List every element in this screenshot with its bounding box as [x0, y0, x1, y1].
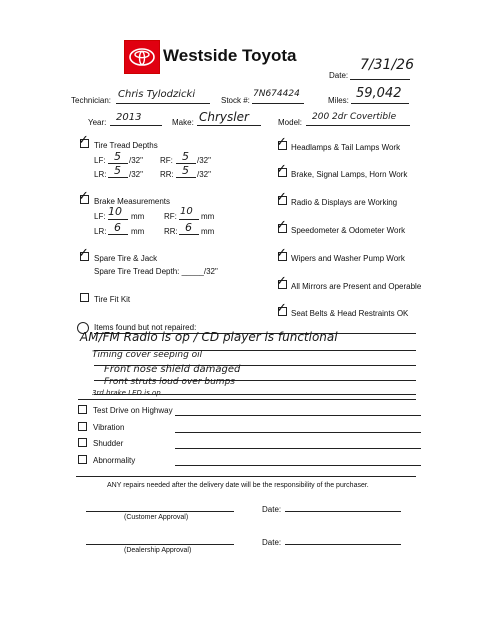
- test-checkbox[interactable]: [78, 455, 87, 464]
- test-label: Abnormality: [93, 456, 136, 465]
- date-value: 7/31/26: [360, 57, 414, 73]
- model-label: Model:: [278, 118, 303, 127]
- make-value: Chrysler: [199, 110, 249, 124]
- tire-fit-checkbox[interactable]: [80, 293, 89, 302]
- repair-note: 3rd brake LED is op: [92, 389, 161, 397]
- lr-unit: /32": [129, 170, 143, 179]
- check-item-label: Radio & Displays are Working: [291, 198, 398, 207]
- rf-label: RF:: [160, 156, 173, 165]
- items-found-label: Items found but not repaired:: [94, 323, 197, 332]
- stock-label: Stock #:: [221, 96, 250, 105]
- rr-value: 5: [182, 164, 189, 177]
- miles-label: Miles:: [328, 96, 349, 105]
- test-label: Vibration: [93, 423, 125, 432]
- brake-lr-label: LR:: [94, 227, 107, 236]
- brake-lr-value: 6: [114, 221, 121, 234]
- test-checkbox[interactable]: [78, 405, 87, 414]
- test-checkbox[interactable]: [78, 438, 87, 447]
- date-label: Date:: [329, 71, 349, 80]
- customer-date-label: Date:: [262, 505, 282, 514]
- test-label: Test Drive on Highway: [93, 406, 173, 415]
- check-item-label: All Mirrors are Present and Operable: [291, 282, 422, 291]
- year-value: 2013: [116, 112, 142, 123]
- check-mark-icon: ✓: [276, 246, 287, 261]
- brake-rr-unit: mm: [201, 227, 215, 236]
- lf-label: LF:: [94, 156, 106, 165]
- tire-fit-label: Tire Fit Kit: [94, 295, 131, 304]
- brake-rf-label: RF:: [164, 212, 177, 221]
- technician-label: Technician:: [71, 96, 112, 105]
- technician-value: Chris Tylodzicki: [118, 89, 196, 100]
- repair-note: Front nose shield damaged: [104, 364, 241, 375]
- brake-rr-value: 6: [185, 221, 192, 234]
- check-item-label: Headlamps & Tail Lamps Work: [291, 143, 401, 152]
- brake-lf-unit: mm: [131, 212, 145, 221]
- lf-value: 5: [114, 150, 121, 163]
- check-item-label: Seat Belts & Head Restraints OK: [291, 309, 409, 318]
- disclaimer: ANY repairs needed after the delivery date will be the responsibility of the purchaser.: [107, 482, 369, 489]
- check-mark-icon: ✓: [276, 218, 287, 233]
- dealer-name: Westside Toyota: [163, 46, 297, 65]
- brake-lf-label: LF:: [94, 212, 106, 221]
- rr-unit: /32": [197, 170, 211, 179]
- stock-value: 7N674424: [253, 89, 300, 99]
- test-label: Shudder: [93, 439, 124, 448]
- dealership-approval-label: (Dealership Approval): [124, 547, 192, 554]
- miles-value: 59,042: [356, 86, 402, 101]
- rf-unit: /32": [197, 156, 211, 165]
- repair-note: AM/FM Radio is op / CD player is functional: [80, 330, 338, 344]
- spare-label: Spare Tire & Jack: [94, 254, 158, 263]
- year-label: Year:: [88, 118, 107, 127]
- lr-value: 5: [114, 164, 121, 177]
- model-value: 200 2dr Covertible: [312, 112, 397, 122]
- check-item-label: Speedometer & Odometer Work: [291, 226, 406, 235]
- rf-value: 5: [182, 150, 189, 163]
- brake-lf-value: 10: [108, 205, 122, 218]
- check-mark-icon: ✓: [78, 246, 89, 261]
- check-mark-icon: ✓: [78, 133, 89, 148]
- rr-label: RR:: [160, 170, 174, 179]
- check-mark-icon: ✓: [276, 301, 287, 316]
- check-item-label: Brake, Signal Lamps, Horn Work: [291, 170, 408, 179]
- make-label: Make:: [172, 118, 194, 127]
- spare-depth-label: Spare Tire Tread Depth: _____/32": [94, 267, 218, 276]
- brake-rf-unit: mm: [201, 212, 215, 221]
- lf-unit: /32": [129, 156, 143, 165]
- check-mark-icon: ✓: [78, 189, 89, 204]
- tire-tread-label: Tire Tread Depths: [94, 141, 158, 150]
- check-mark-icon: ✓: [276, 162, 287, 177]
- brake-rf-value: 10: [180, 206, 193, 217]
- brake-label: Brake Measurements: [94, 197, 171, 206]
- repair-note: Timing cover seeping oil: [92, 350, 203, 360]
- dealership-date-label: Date:: [262, 538, 282, 547]
- repair-note: Front struts loud over bumps: [104, 377, 235, 387]
- check-item-label: Wipers and Washer Pump Work: [291, 254, 405, 263]
- lr-label: LR:: [94, 170, 107, 179]
- check-mark-icon: ✓: [276, 135, 287, 150]
- toyota-logo: [124, 40, 160, 74]
- test-checkbox[interactable]: [78, 422, 87, 431]
- brake-rr-label: RR:: [164, 227, 178, 236]
- check-mark-icon: ✓: [276, 274, 287, 289]
- check-mark-icon: ✓: [276, 190, 287, 205]
- brake-lr-unit: mm: [131, 227, 145, 236]
- customer-approval-label: (Customer Approval): [124, 514, 189, 521]
